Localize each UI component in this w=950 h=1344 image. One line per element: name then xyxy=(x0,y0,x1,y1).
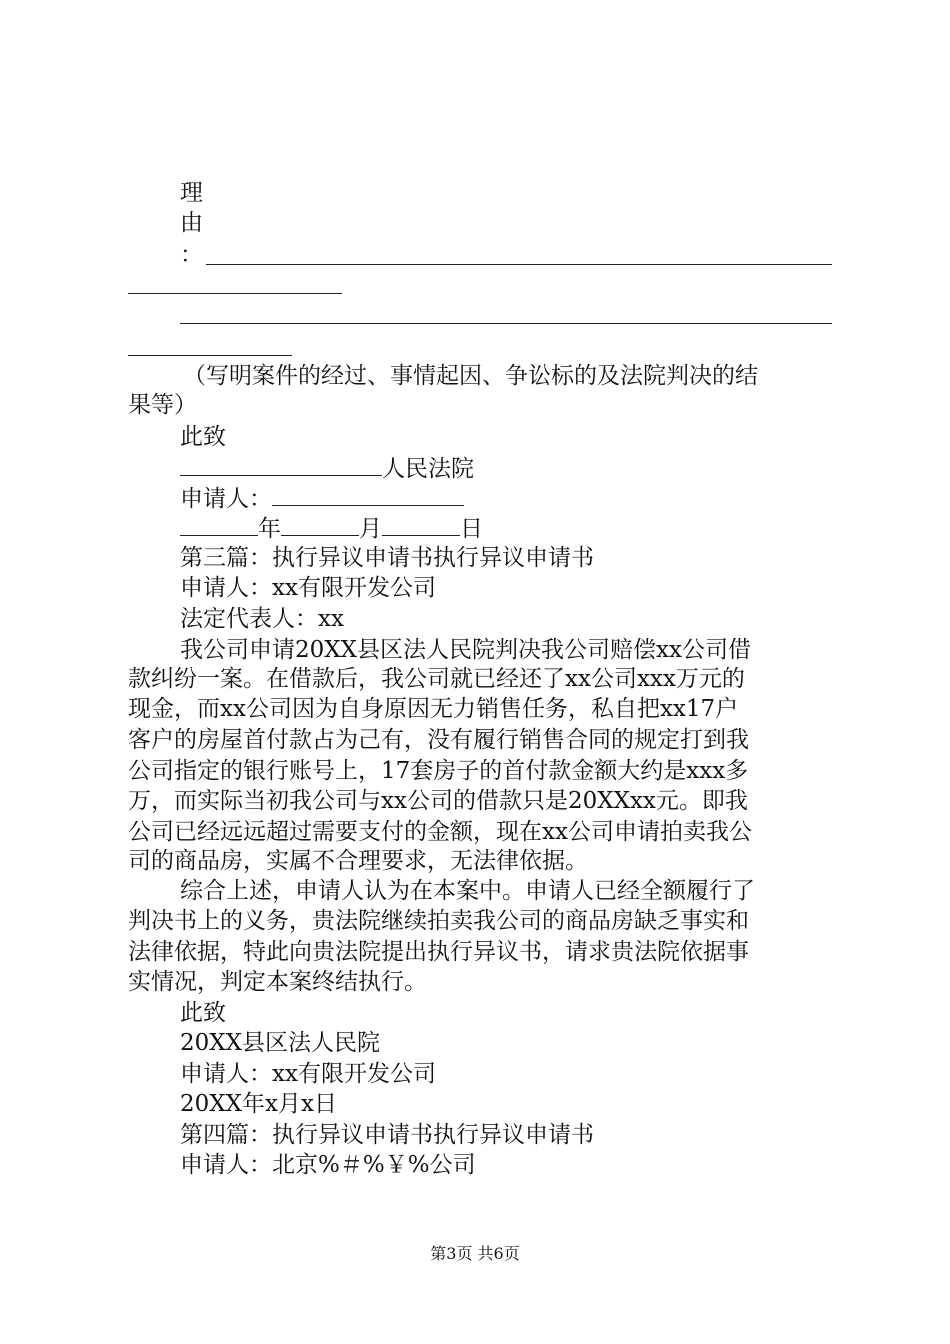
section3-date: 20XX年x月x日 xyxy=(180,1091,337,1117)
court-suffix: 人民法院 xyxy=(382,456,474,482)
para2-line-3: 法律依据，特此向贵法院提出执行异议书，请求贵法院依据事 xyxy=(128,939,749,965)
applicant-blank xyxy=(272,483,464,506)
reason-blank-line-2-cont xyxy=(128,355,292,356)
section3-applicant-sign: 申请人：xx有限开发公司 xyxy=(180,1061,436,1087)
date-line xyxy=(180,513,483,544)
section4-title: 第四篇：执行异议申请书执行异议申请书 xyxy=(180,1122,594,1148)
section3-title: 第三篇：执行异议申请书执行异议申请书 xyxy=(180,545,594,571)
year-label: 年 xyxy=(258,516,281,542)
para1-line-8: 司的商品房，实属不合理要求，无法律依据。 xyxy=(128,848,588,874)
month-label: 月 xyxy=(359,516,382,542)
day-label: 日 xyxy=(460,516,483,542)
day-blank xyxy=(382,513,460,536)
reason-blank-line-2 xyxy=(180,323,832,324)
para1-line-3: 现金，而xx公司因为自身原因无力销售任务，私自把xx17户 xyxy=(128,696,739,722)
court-blank xyxy=(180,453,382,476)
section4-applicant: 申请人：北京%＃%￥%公司 xyxy=(180,1152,476,1178)
year-blank xyxy=(180,513,258,536)
section3-representative: 法定代表人：xx xyxy=(180,606,344,632)
para1-line-2: 款纠纷一案。在借款后，我公司就已经还了xx公司xxx万元的 xyxy=(128,666,745,692)
para1-line-7: 公司已经远远超过需要支付的金额，现在xx公司申请拍卖我公 xyxy=(128,819,752,845)
section3-court: 20XX县区法人民院 xyxy=(180,1030,381,1056)
court-line xyxy=(180,453,474,484)
reason-label-char-2: 由 xyxy=(180,210,203,236)
para1-line-6: 万，而实际当初我公司与xx公司的借款只是20XXxx元。即我 xyxy=(128,788,748,814)
applicant-line xyxy=(180,483,464,514)
reason-blank-line-1-cont xyxy=(128,293,342,294)
para2-line-4: 实情况，判定本案终结执行。 xyxy=(128,969,427,995)
para2-line-1: 综合上述，申请人认为在本案中。申请人已经全额履行了 xyxy=(180,878,755,904)
section3-salutation: 此致 xyxy=(180,1000,226,1026)
section3-applicant: 申请人：xx有限开发公司 xyxy=(180,575,436,601)
reason-label-char-1: 理 xyxy=(180,180,203,206)
para1-line-1: 我公司申请20XX县区法人民院判决我公司赔偿xx公司借 xyxy=(180,637,751,663)
month-blank xyxy=(281,513,359,536)
applicant-label: 申请人： xyxy=(180,486,272,512)
salutation: 此致 xyxy=(180,424,226,450)
reason-hint-cont: 果等） xyxy=(128,392,197,418)
reason-label-char-3: ： xyxy=(180,242,203,268)
reason-blank-line-1 xyxy=(206,264,832,265)
para1-line-5: 公司指定的银行账号上，17套房子的首付款金额大约是xxx多 xyxy=(128,758,749,784)
reason-hint: （写明案件的经过、事情起因、争讼标的及法院判决的结 xyxy=(183,363,758,389)
page-footer: 第3页 共6页 xyxy=(430,1244,520,1263)
para2-line-2: 判决书上的义务，贵法院继续拍卖我公司的商品房缺乏事实和 xyxy=(128,908,749,934)
para1-line-4: 客户的房屋首付款占为己有，没有履行销售合同的规定打到我 xyxy=(128,727,749,753)
